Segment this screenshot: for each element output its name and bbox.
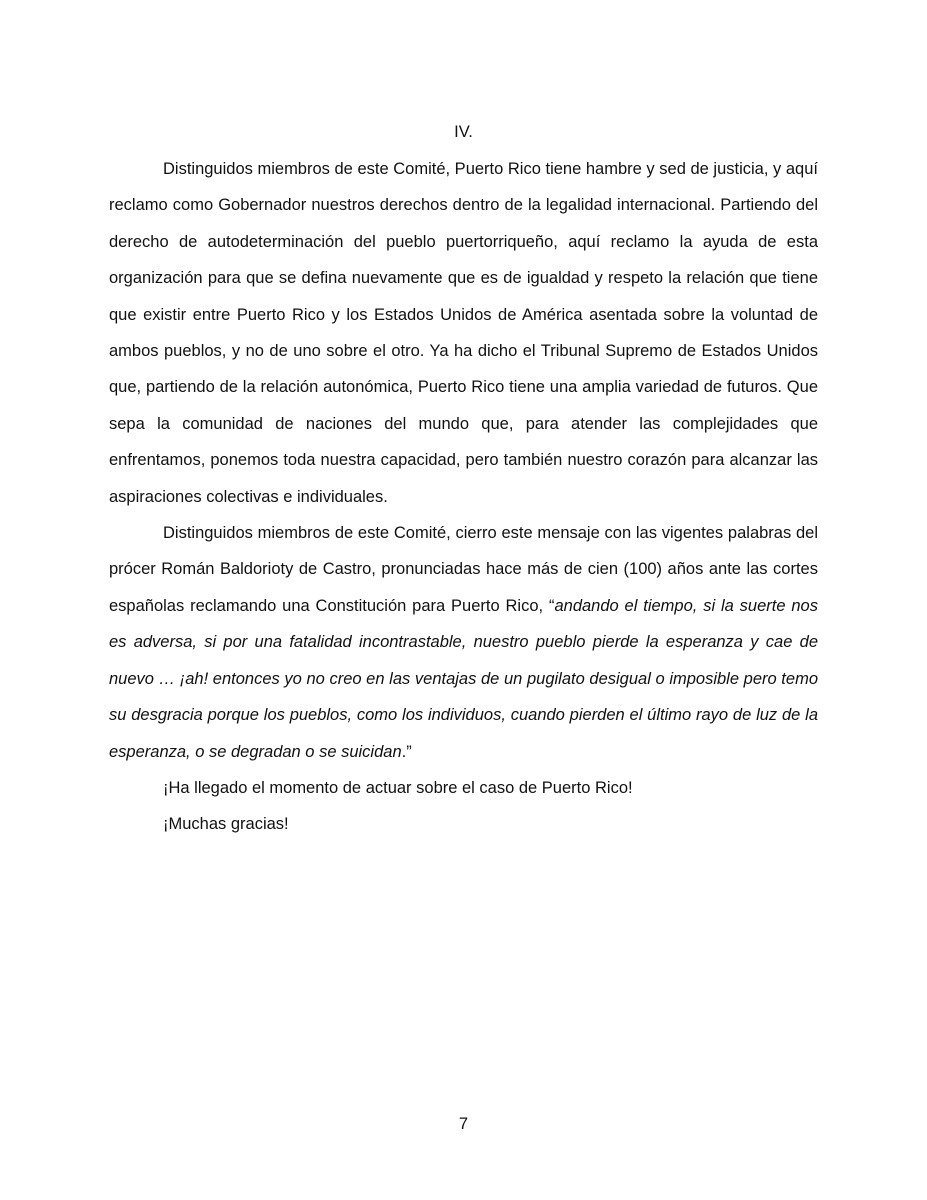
paragraph-closing-quote [109,515,818,770]
quote-introduction: Distinguidos miembros de este Comité, cierro este mensaje con las vigentes palabras del prócer Román Baldorioty de Castro, pronunciadas hace más de cien (100) años ante las cortes españolas reclamando una Constitución para Puerto Rico, “ [109,524,818,615]
paragraph-justice-claim: Distinguidos miembros de este Comité, Puerto Rico tiene hambre y sed de justicia, y aquí reclamo como Gobernador nuestros derechos dentro de la legalidad internacional. Partiendo del derecho de autodeterminación del pueblo puertorriqueño, aquí reclamo la ayuda de esta organización para que se defina nuevamente que es de igualdad y respeto la relación que tiene que existir entre Puerto Rico y los Estados Unidos de América asentada sobre la voluntad de ambos pueblos, y no de uno sobre el otro. Ya ha dicho el Tribunal Supremo de Estados Unidos que, partiendo de la relación autonómica, Puerto Rico tiene una amplia variedad de futuros. Que sepa la comunidad de naciones del mundo que, para atender las complejidades que enfrentamos, ponemos toda nuestra capacidad, pero también nuestro corazón para alcanzar las aspiraciones colectivas e individuales. [109,160,818,506]
page-number: 7 [458,1115,469,1133]
quote-closing-mark: .” [401,742,412,761]
paragraph-call-to-action: ¡Ha llegado el momento de actuar sobre el caso de Puerto Rico! [163,778,633,797]
paragraph-thanks: ¡Muchas gracias! [163,815,289,834]
document-body [109,151,818,843]
baldorioty-quote: andando el tiempo, si la suerte nos es adversa, si por una fatalidad incontrastable, nuestro pueblo pierde la esperanza y cae de nuevo … ¡ah! entonces yo no creo en las ventajas de un pugilato desigual o imposible pero temo su desgracia porque los pueblos, como los individuos, cuando pierden el último rayo de luz de la esperanza, o se degradan o se suicidan [109,596,818,761]
section-number: IV. [454,123,473,141]
